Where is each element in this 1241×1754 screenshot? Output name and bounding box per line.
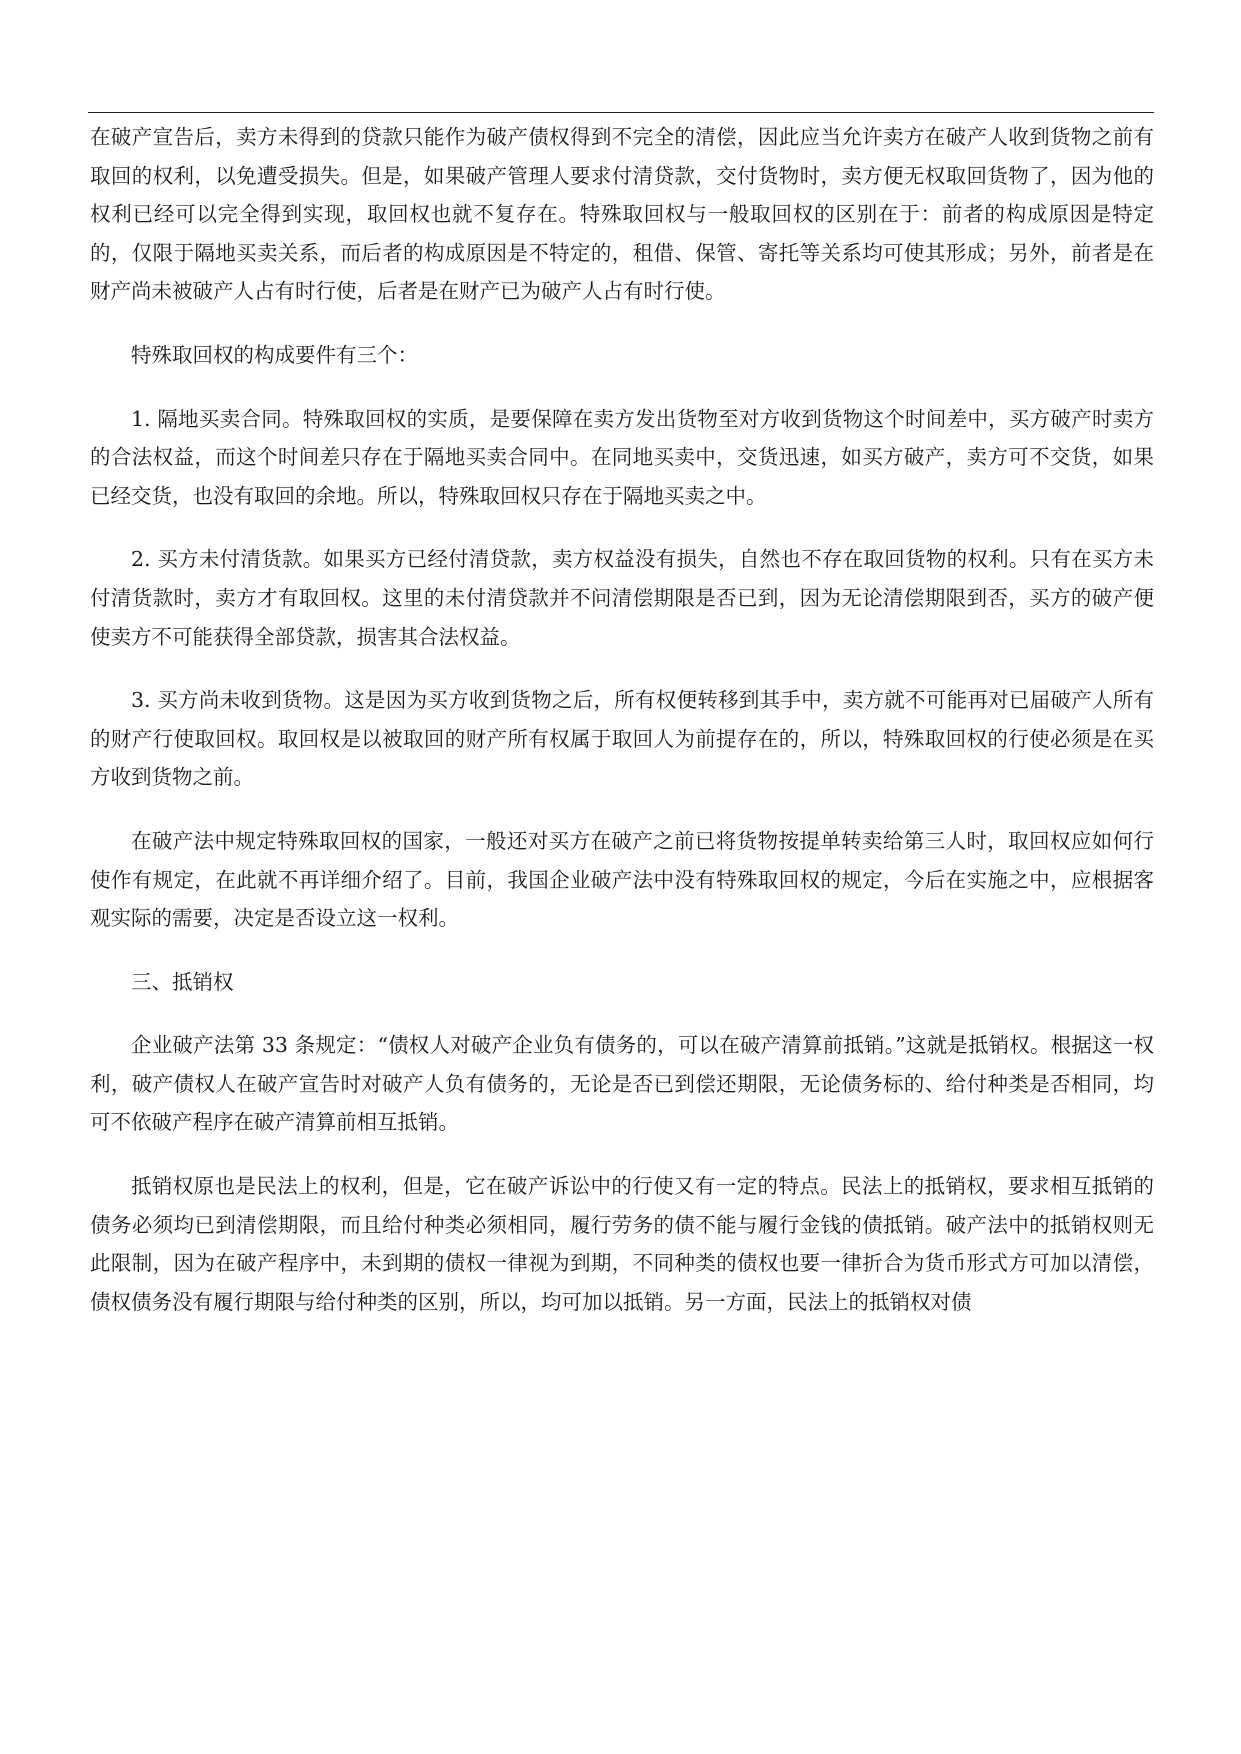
paragraph-foreign-law: 在破产法中规定特殊取回权的国家，一般还对买方在破产之前已将货物按提单转卖给第三人时，取回权应如何行使作有规定，在此就不再详细介绍了。目前，我国企业破产法中没有特殊取回权的规定，今后在实施之中，应根据客观实际的需要，决定是否设立这一权利。 <box>90 828 1154 931</box>
paragraph-continuation: 在破产宣告后，卖方未得到的贷款只能作为破产债权得到不完全的清偿，因此应当允许卖方在破产人收到货物之前有取回的权利，以免遭受损失。但是，如果破产管理人要求付清贷款，交付货物时，卖方便无权取回货物了，因为他的权利已经可以完全得到实现，取回权也就不复存在。特殊取回权与一般取回权的区别在于：前者的构成原因是特定的，仅限于隔地买卖关系，而后者的构成原因是不特定的，租借、保管、寄托等关系均可使其形成；另外，前者是在财产尚未被破产人占有时行使，后者是在财产已为破产人占有时行使。 <box>90 125 1154 304</box>
paragraph-requirement-2: 2. 买方未付清货款。如果买方已经付清贷款，卖方权益没有损失，自然也不存在取回货物的权利。只有在买方未付清货款时，卖方才有取回权。这里的未付清贷款并不问清偿期限是否已到，因为无论清偿期限到否，买方的破产便使卖方不可能获得全部贷款，损害其合法权益。 <box>90 547 1154 649</box>
paragraph-requirement-1: 1. 隔地买卖合同。特殊取回权的实质，是要保障在卖方发出货物至对方收到货物这个时间差中，买方破产时卖方的合法权益，而这个时间差只存在于隔地买卖合同中。在同地买卖中，交货迅速，如买方破产，卖方可不交货，如果已经交货，也没有取回的余地。所以，特殊取回权只存在于隔地买卖之中。 <box>90 406 1154 508</box>
paragraph-requirements-intro: 特殊取回权的构成要件有三个： <box>131 342 418 367</box>
document-body <box>90 118 1154 1346</box>
paragraph-civil-law-comparison: 抵销权原也是民法上的权利，但是，它在破产诉讼中的行使又有一定的特点。民法上的抵销权，要求相互抵销的债务必须均已到清偿期限，而且给付种类必须相同，履行劳务的债不能与履行金钱的债抵销。破产法中的抵销权则无此限制，因为在破产程序中，未到期的债权一律视为到期，不同种类的债权也要一律折合为货币形式方可加以清偿，债权债务没有履行期限与给付种类的区别，所以，均可加以抵销。另一方面，民法上的抵销权对债 <box>90 1174 1154 1314</box>
paragraph-article-33: 企业破产法第 33 条规定：“债权人对破产企业负有债务的，可以在破产清算前抵销。”这就是抵销权。根据这一权利，破产债权人在破产宣告时对破产人负有债务的，无论是否已到偿还期限，无论债务标的、给付种类是否相同，均可不依破产程序在破产清算前相互抵销。 <box>90 1033 1154 1135</box>
header-rule <box>88 112 1154 113</box>
paragraph-requirement-3: 3. 买方尚未收到货物。这是因为买方收到货物之后，所有权便转移到其手中，卖方就不可能再对已届破产人所有的财产行使取回权。取回权是以被取回的财产所有权属于取回人为前提存在的，所以，特殊取回权的行使必须是在买方收到货物之前。 <box>90 688 1154 790</box>
section-heading-setoff: 三、抵销权 <box>131 969 234 994</box>
